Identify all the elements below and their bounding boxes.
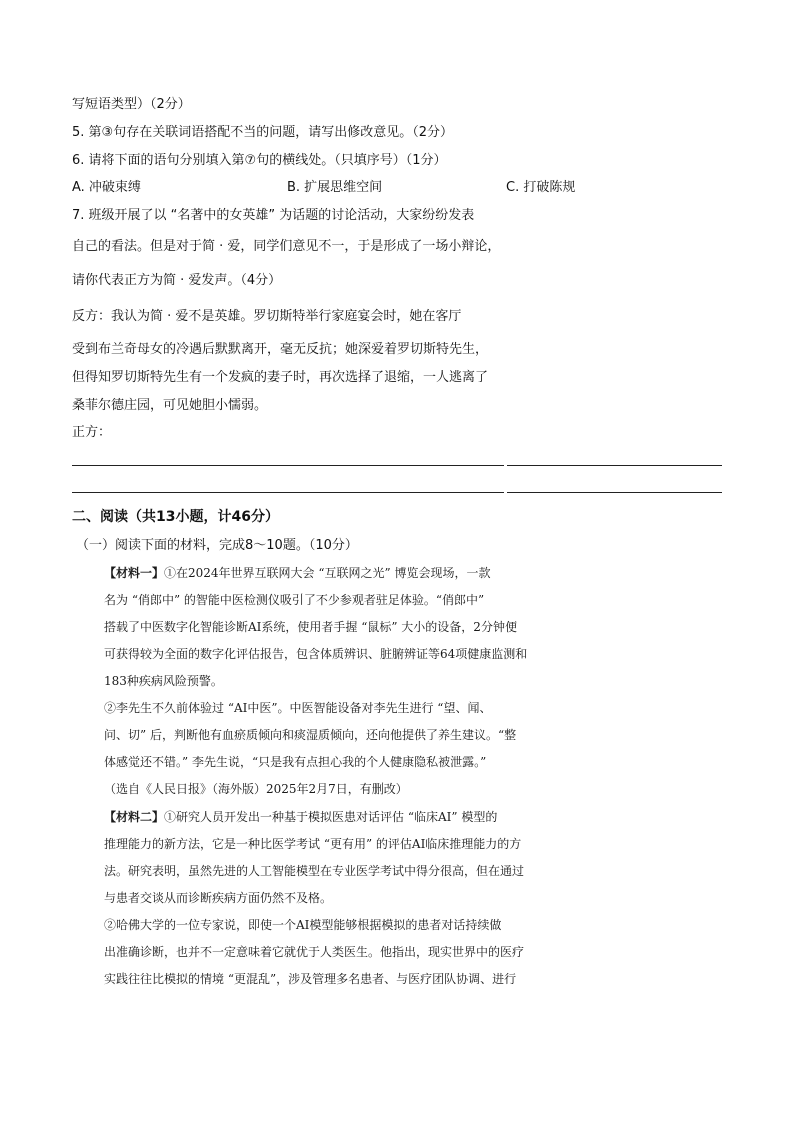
material-1-line-2: 名为 “俏郎中” 的智能中医检测仪吸引了不少参观者驻足体验。“俏郎中”: [104, 593, 485, 607]
answer-line-1b[interactable]: [507, 465, 722, 466]
answer-line-2b[interactable]: [507, 492, 722, 493]
material-2-line-4: 与患者交谈从而诊断疾病方面仍然不及格。: [104, 891, 333, 905]
con-statement-line-3: 但得知罗切斯特先生有一个发疯的妻子时，再次选择了退缩，一人逃离了: [72, 370, 489, 385]
con-statement-line-1: 反方：我认为简 · 爱不是英雄。罗切斯特举行家庭宴会时，她在客厅: [72, 309, 462, 324]
con-statement-line-2: 受到布兰奇母女的冷遇后默默离开，毫无反抗；她深爱着罗切斯特先生，: [72, 342, 489, 357]
material-2-text-1: ①研究人员开发出一种基于模拟医患对话评估 “临床AI” 模型的: [164, 810, 498, 824]
material-1-source: （选自《人民日报》（海外版）2025年2月7日，有删改）: [104, 782, 408, 796]
material-2-line-1: [104, 808, 497, 826]
question-6: 6. 请将下面的语句分别填入第⑦句的横线处。（只填序号）（1分）: [72, 153, 447, 168]
question-7-line-2: 自己的看法。但是对于简 · 爱，同学们意见不一，于是形成了一场小辩论，: [72, 239, 501, 254]
material-1-line-6: ②李先生不久前体验过 “AI中医”。中医智能设备对李先生进行 “望、闻、: [104, 701, 492, 715]
question-7-line-1: 7. 班级开展了以 “名著中的女英雄” 为话题的讨论活动，大家纷纷发表: [72, 208, 475, 223]
material-2-line-5: ②哈佛大学的一位专家说，即使一个AI模型能够根据模拟的患者对话持续做: [104, 918, 502, 932]
material-1-line-7: 问、切” 后，判断他有血瘀质倾向和痰湿质倾向，还向他提供了养生建议。“整: [104, 728, 517, 742]
material-1-line-4: 可获得较为全面的数字化评估报告，包含体质辨识、脏腑辨证等64项健康监测和: [104, 647, 528, 661]
material-1-line-3: 搭载了中医数字化智能诊断AI系统，使用者手握 “鼠标” 大小的设备，2分钟便: [104, 620, 517, 634]
option-a: A. 冲破束缚: [72, 180, 141, 195]
pro-label: 正方：: [72, 425, 112, 440]
material-2-line-6: 出准确诊断，也并不一定意味着它就优于人类医生。他指出，现实世界中的医疗: [104, 945, 525, 959]
question-5: 5. 第③句存在关联词语搭配不当的问题，请写出修改意见。（2分）: [72, 125, 453, 140]
option-b: B. 扩展思维空间: [287, 180, 383, 195]
con-statement-line-4: 桑菲尔德庄园，可见她胆小懦弱。: [72, 398, 268, 413]
material-1-line-1: [104, 564, 490, 582]
material-1-line-5: 183种疾病风险预警。: [104, 674, 223, 688]
material-1-text-1: ①在2024年世界互联网大会 “互联网之光” 博览会现场，一款: [164, 566, 491, 580]
q4-tail: 写短语类型）（2分）: [72, 97, 191, 112]
material-2-line-7: 实践往往比模拟的情境 “更混乱”，涉及管理多名患者、与医疗团队协调、进行: [104, 972, 517, 986]
material-2-line-3: 法。研究表明，虽然先进的人工智能模型在专业医学考试中得分很高，但在通过: [104, 864, 525, 878]
part-1-heading: （一）阅读下面的材料，完成8～10题。（10分）: [76, 538, 358, 553]
answer-line-1a[interactable]: [72, 465, 504, 466]
question-7-line-3: 请你代表正方为简 · 爱发声。（4分）: [72, 273, 282, 288]
section-2-title: 二、阅读（共13小题，计46分）: [72, 509, 279, 525]
material-2-line-2: 推理能力的新方法，它是一种比医学考试 “更有用” 的评估AI临床推理能力的方: [104, 837, 522, 851]
material-1-label: 【材料一】: [104, 566, 165, 580]
answer-line-2a[interactable]: [72, 492, 504, 493]
option-c: C. 打破陈规: [506, 180, 576, 195]
material-2-label: 【材料二】: [104, 810, 165, 824]
material-1-line-8: 体感觉还不错。” 李先生说，“只是我有点担心我的个人健康隐私被泄露。”: [104, 755, 487, 769]
